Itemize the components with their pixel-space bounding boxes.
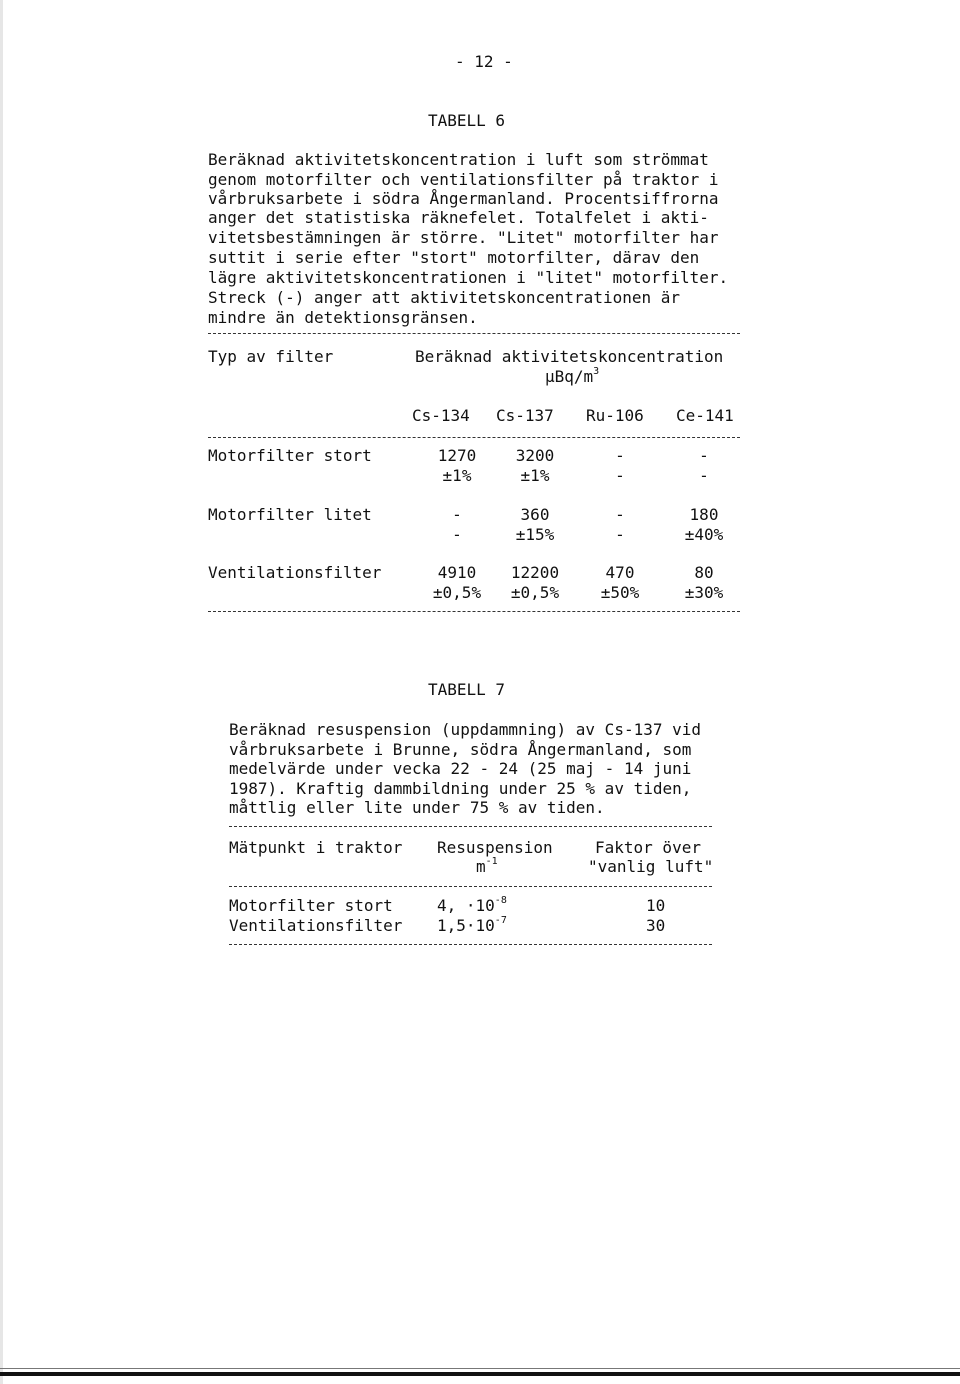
cell-error: ±1% — [442, 466, 472, 485]
cell-value: 12200 — [510, 563, 560, 582]
resuspension-value — [437, 916, 507, 936]
cell-value: 470 — [605, 563, 635, 582]
cell-error: ±40% — [684, 525, 724, 544]
table7-resuspension-unit — [476, 857, 498, 877]
table7-rule-top — [229, 826, 712, 827]
cell-value: - — [615, 505, 625, 524]
cell-value: 180 — [689, 505, 719, 524]
cell-error: ±0,5% — [510, 583, 560, 602]
unit-exponent: 3 — [593, 365, 600, 377]
cell-error: - — [452, 525, 462, 544]
cell-error: - — [615, 525, 625, 544]
cell-error: ±30% — [684, 583, 724, 602]
table6-rule-top — [208, 333, 740, 334]
resuspension-value — [437, 896, 507, 916]
page-bottom-line — [0, 1368, 960, 1369]
caption-line: genom motorfilter och ventilationsfilter på traktor i — [208, 170, 719, 189]
unit-exponent: -1 — [485, 855, 498, 867]
caption-line: anger det statistiska räknefelet. Totalfelet i akti- — [208, 208, 709, 227]
caption-line: måttlig eller lite under 75 % av tiden. — [229, 798, 605, 817]
table7-col-header-point: Mätpunkt i traktor — [229, 838, 403, 857]
row-label: Motorfilter stort — [229, 896, 393, 915]
table7-rule-mid — [229, 886, 712, 887]
cell-error: ±15% — [515, 525, 555, 544]
factor-value: 30 — [646, 916, 666, 935]
cell-value: - — [699, 446, 709, 465]
exponent: -7 — [494, 914, 507, 926]
mantissa: 4, ·10 — [437, 896, 495, 915]
exponent: -8 — [494, 894, 507, 906]
factor-value: 10 — [646, 896, 666, 915]
table6-col-header-concentration: Beräknad aktivitetskoncentration — [415, 347, 724, 366]
cell-value: - — [452, 505, 462, 524]
isotope-header-cs137: Cs-137 — [496, 406, 554, 425]
isotope-header-ce141: Ce-141 — [676, 406, 734, 425]
caption-line: vårbruksarbete i södra Ångermanland. Procentsiffrorna — [208, 189, 719, 208]
caption-line: vårbruksarbete i Brunne, södra Ångermanland, som — [229, 740, 692, 759]
isotope-header-ru106: Ru-106 — [586, 406, 644, 425]
table7-rule-bottom — [229, 944, 712, 945]
table7-col-header-factor: Faktor över — [595, 838, 701, 857]
table7-heading: TABELL 7 — [428, 680, 506, 699]
page-bottom-bar — [0, 1372, 960, 1376]
table6-rule-mid — [208, 437, 740, 438]
mantissa: 1,5·10 — [437, 916, 495, 935]
cell-error: ±0,5% — [432, 583, 482, 602]
cell-error: ±1% — [520, 466, 550, 485]
table6-heading: TABELL 6 — [428, 111, 506, 130]
table6-rule-bottom — [208, 611, 740, 612]
cell-error: - — [699, 466, 709, 485]
caption-line: Beräknad resuspension (uppdammning) av Cs-137 vid — [229, 720, 702, 739]
table6-col-header-type: Typ av filter — [208, 347, 334, 366]
unit-base: μBq/m — [545, 367, 594, 386]
caption-line: lägre aktivitetskoncentrationen i "litet" motorfilter. — [208, 268, 729, 287]
cell-value: 3200 — [515, 446, 555, 465]
row-label: Ventilationsfilter — [229, 916, 403, 935]
unit-base: m — [476, 857, 486, 876]
cell-error: - — [615, 466, 625, 485]
cell-value: - — [615, 446, 625, 465]
cell-error: ±50% — [600, 583, 640, 602]
caption-line: 1987). Kraftig dammbildning under 25 % av tiden, — [229, 779, 692, 798]
caption-line: mindre än detektionsgränsen. — [208, 308, 478, 327]
table7-col-header-resuspension: Resuspension — [437, 838, 553, 857]
row-label: Motorfilter litet — [208, 505, 372, 524]
table6-unit — [545, 367, 599, 387]
cell-value: 80 — [694, 563, 714, 582]
row-label: Motorfilter stort — [208, 446, 372, 465]
row-label: Ventilationsfilter — [208, 563, 382, 582]
cell-value: 4910 — [437, 563, 477, 582]
caption-line: Streck (-) anger att aktivitetskoncentrationen är — [208, 288, 681, 307]
isotope-header-cs134: Cs-134 — [412, 406, 470, 425]
cell-value: 1270 — [437, 446, 477, 465]
cell-value: 360 — [520, 505, 550, 524]
caption-line: medelvärde under vecka 22 - 24 (25 maj - 14 juni — [229, 759, 692, 778]
table7-col-header-factor-line2: "vanlig luft" — [588, 857, 714, 876]
page-number: - 12 - — [455, 52, 513, 71]
caption-line: suttit i serie efter "stort" motorfilter, därav den — [208, 248, 700, 267]
page-edge-shadow — [0, 0, 3, 1384]
caption-line: vitetsbestämningen är större. "Litet" motorfilter har — [208, 228, 719, 247]
caption-line: Beräknad aktivitetskoncentration i luft som strömmat — [208, 150, 709, 169]
